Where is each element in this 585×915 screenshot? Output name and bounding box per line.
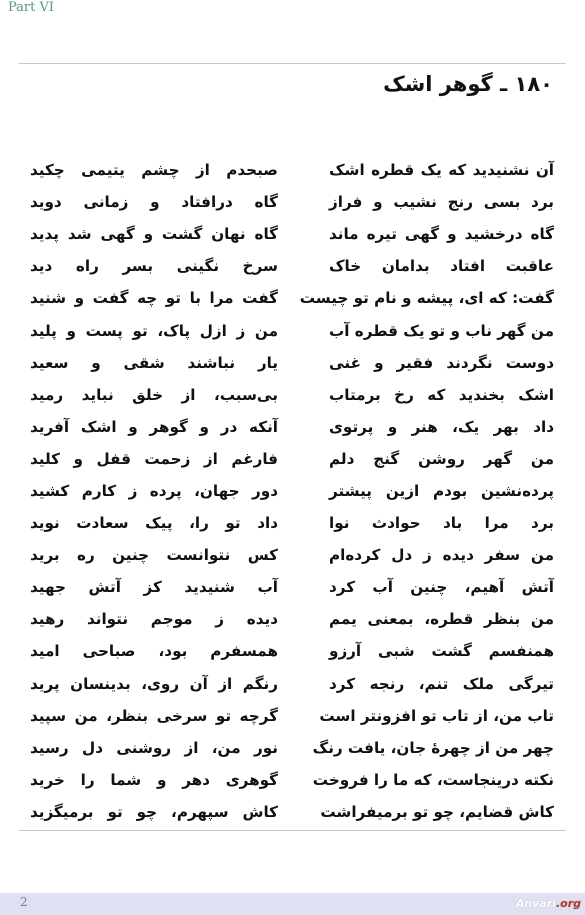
hemistich-second: همسفرم بود، صباحی امید [30,642,278,661]
hemistich-second: صبحدم از چشم یتیمی چکید [30,161,278,180]
hemistich-first: آتش آهیم، چنین آب کرد [329,578,554,597]
hemistich-second: فارغم از زحمت قفل و کلید [30,449,278,468]
couplet [30,347,554,379]
hemistich-second: دیده ز موجم نتواند رهید [30,610,278,629]
hemistich-first: تیرگی ملک تنم، رنجه کرد [329,674,554,693]
hemistich-second: آب شنیدید کز آتش جهید [30,578,278,597]
hemistich-first: کاش قضایم، چو تو برمیفراشت [320,802,554,821]
poem-body [30,154,554,828]
hemistich-first: عاقبت افتاد بدامان خاک [329,257,554,276]
couplet [30,282,554,314]
couplet [30,154,554,186]
hemistich-first: برد مرا باد حوادث نوا [329,514,554,533]
hemistich-second: من ز ازل پاک، تو پست و پلید [30,321,278,340]
part-label: Part VI [8,0,55,15]
hemistich-first: آن نشنیدید که یک قطره اشک [329,161,554,180]
hemistich-second: سرخ نگینی بسر راه دید [30,257,278,276]
hemistich-first: من گهر ناب و تو یک قطره آب [329,321,554,340]
couplet [30,379,554,411]
couplet [30,796,554,828]
hemistich-second: یار نباشند شقی و سعید [30,353,278,372]
hemistich-first: داد بهر یک، هنر و پرتوی [329,417,554,436]
hemistich-second: رنگم از آن روی، بدینسان پرید [30,674,278,693]
page-number: 2 [20,895,28,909]
couplet [30,700,554,732]
hemistich-first: تاب من، از تاب تو افزونتر است [319,706,554,725]
bottom-divider [19,830,566,831]
hemistich-second: گفت مرا با تو چه گفت و شنید [30,289,278,308]
hemistich-second: آنکه در و گوهر و اشک آفرید [30,417,278,436]
hemistich-first: نکته درینجاست، که ما را فروخت [312,770,554,789]
hemistich-second: گرچه تو سرخی بنظر، من سپید [30,706,278,725]
couplet [30,571,554,603]
couplet [30,668,554,700]
hemistich-second: کس نتوانست چنین ره برید [30,546,278,565]
couplet [30,475,554,507]
hemistich-second: کاش سپهرم، چو تو برمیگزید [30,802,278,821]
couplet [30,411,554,443]
hemistich-second: گاه درافتاد و زمانی دوید [30,193,278,212]
couplet [30,764,554,796]
hemistich-first: من بنظر قطره، بمعنی یمم [329,610,554,629]
watermark [516,897,581,910]
poem-title: ۱۸۰ ـ گوهر اشک [383,72,553,96]
footer-bar [0,893,585,915]
hemistich-first: برد بسی رنج نشیب و فراز [329,193,554,212]
hemistich-second: داد تو را، پیک سعادت نوید [30,514,278,533]
watermark-tld: .org [555,897,581,910]
couplet [30,218,554,250]
hemistich-first: گاه درخشید و گهی تیره ماند [329,225,554,244]
watermark-name: Anvari [515,897,556,910]
hemistich-second: بی‌سبب، از خلق نباید رمید [30,385,278,404]
couplet [30,539,554,571]
hemistich-second: گاه نهان گشت و گهی شد پدید [30,225,278,244]
couplet [30,314,554,346]
hemistich-first: من سفر دیده ز دل کرده‌ام [329,546,554,565]
hemistich-first: چهر من از چهرهٔ جان، یافت رنگ [312,738,554,757]
top-divider [19,63,566,64]
couplet [30,603,554,635]
hemistich-first: پرده‌نشین بودم ازین پیشتر [329,481,554,500]
hemistich-first: دوست نگردند فقیر و غنی [329,353,554,372]
couplet [30,250,554,282]
hemistich-second: گوهری دهر و شما را خرید [30,770,278,789]
couplet [30,732,554,764]
hemistich-first: من گهر روشن گنج دلم [329,449,554,468]
couplet [30,186,554,218]
couplet [30,635,554,667]
hemistich-second: دور جهان، پرده ز کارم کشید [30,481,278,500]
hemistich-first: همنفسم گشت شبی آرزو [329,642,554,661]
hemistich-first: اشک بخندید که رخ برمتاب [329,385,554,404]
couplet [30,443,554,475]
hemistich-second: نور من، از روشنی دل رسید [30,738,278,757]
hemistich-first: گفت: که ای، پیشه و نام تو چیست [299,289,554,308]
couplet [30,507,554,539]
